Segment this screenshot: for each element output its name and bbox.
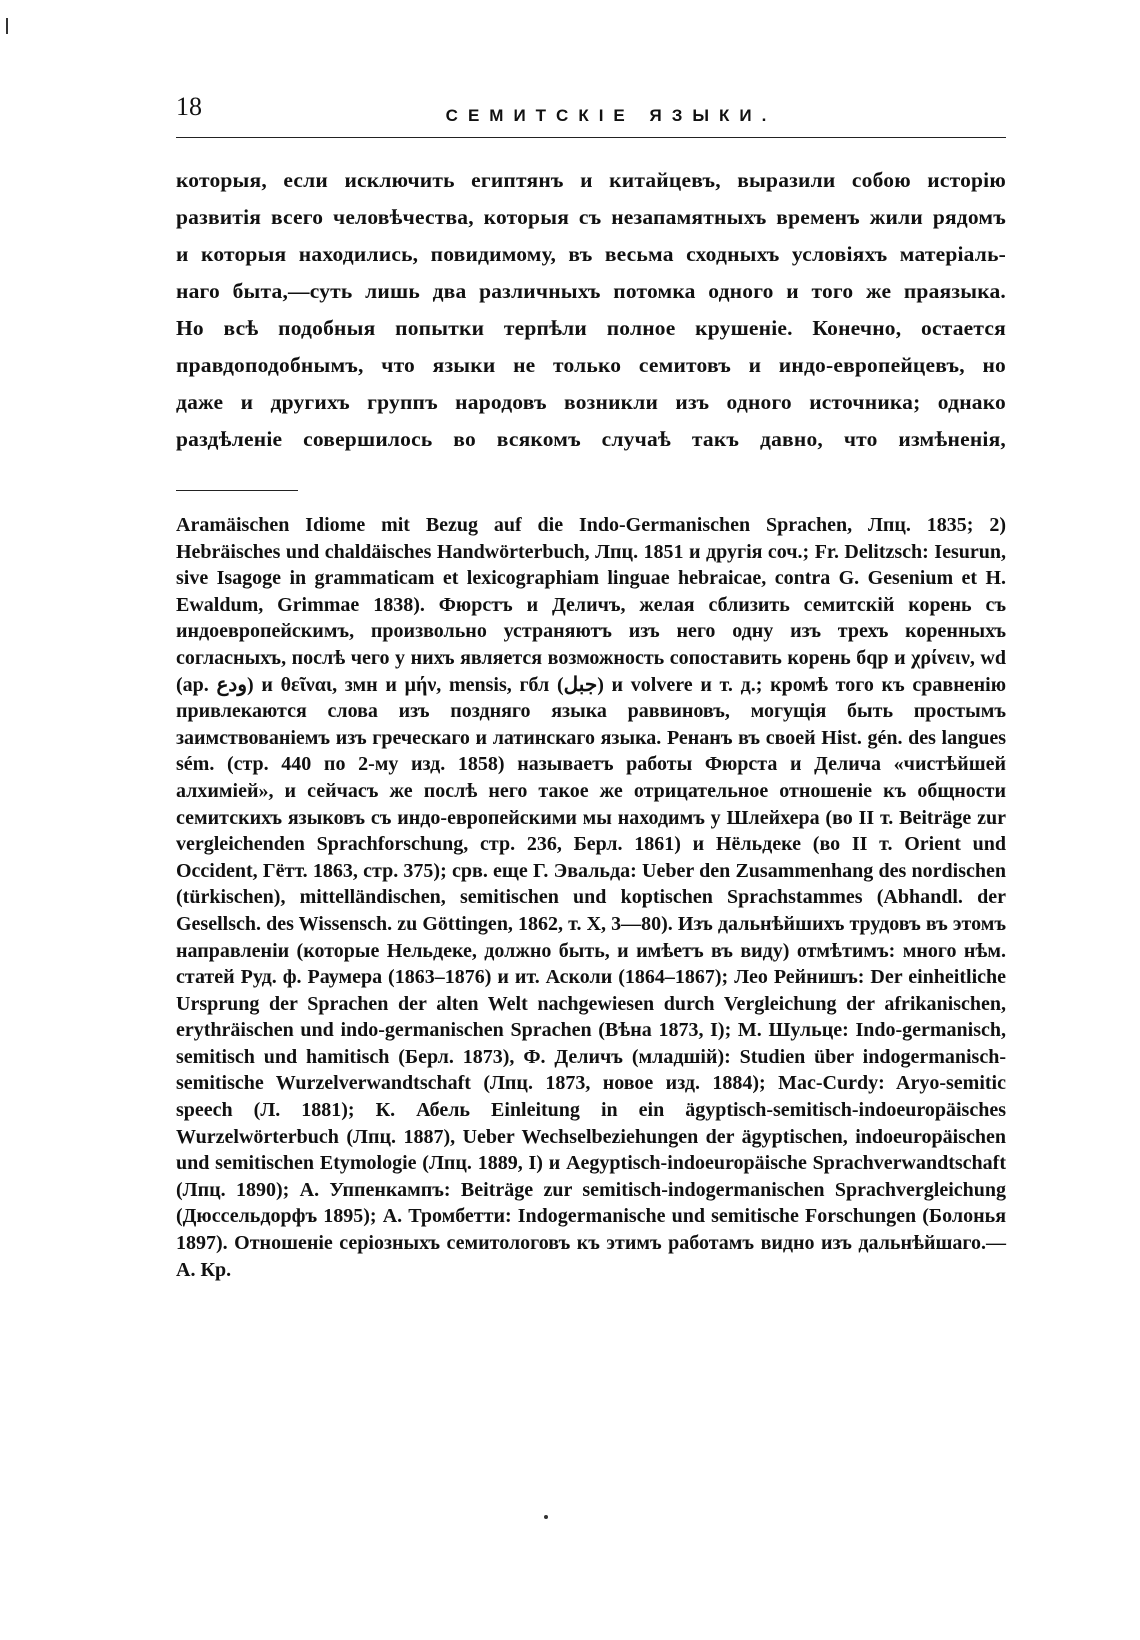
running-title: СЕМИТСКІЕ ЯЗЫКИ. [445, 106, 777, 125]
footnote-sentence: Aramäischen Idiome mit Bezug auf die Indo-Germanischen Sprachen, Лпц. 1835; 2) Hebräisches und chaldäisches Handwörterbuch, Лпц. 1851 и другія соч.; [176, 514, 1006, 563]
footnote-sentence: А. Уппенкампъ: Beiträge zur semitisch-indogermanischen Sprachvergleichung (Дюссельдорфъ 1895); [176, 1178, 1006, 1228]
footnote-sentence: М. Шульце: Indo-germanisch, semitisch und hamitisch (Берл. 1873), [176, 1019, 1007, 1068]
footnote-sentence: К. Абель Einleitung in ein ägyptisch-semitisch-indoeuropäisches Wurzelwörterbuch (Лпц. 1887), Ueber Wechselbeziehungen der ägyptischen, indoeuropäischen und semitischen Etymologie (Лпц. 1889, I) и Aegyptisch-indoeuropäische Sprachverwandtschaft (Лпц. 1890); [176, 1099, 1006, 1201]
footnote-sentence: Ф. Деличъ (младшій): Studien über indogermanisch-semitische Wurzelverwandtschaft (Лпц. 1873, новое изд. 1884); [176, 1045, 1007, 1095]
page-header [176, 90, 1006, 138]
text-line: развитія всего человѣчества, которыя съ незапамятныхъ временъ жили рядомъ [176, 205, 1006, 229]
footnote-sentence: А. Тромбетти: Indogermanische und semitische Forschungen (Болонья 1897). [176, 1205, 1007, 1255]
footnote-sentence: Отношеніе серіозныхъ семитологовъ къ этимъ работамъ видно изъ дальнѣйшаго.—А. Кр. [176, 1232, 1007, 1281]
footnote-sentence: Mac-Curdy: Aryo-semitic speech (Л. 1881); [176, 1072, 1006, 1122]
header-rule [176, 137, 1006, 138]
main-text [176, 162, 1006, 458]
footnote-sentence: Ренанъ въ своей Hist. gén. des langues sém. (стр. 440 по 2-му изд. 1858) называетъ работы Фюрста и Делича «чистѣйшей алхиміей», и сейчасъ же послѣ него такое же отрицательное отношеніе къ общности семитскихъ языковъ съ индо-европейскими мы находимъ у Шлейхера (во II т. Beiträge zur vergleichenden Sprachforschung, стр. 236, Берл. 1861) и Нёльдеке (во II т. Orient und Occident, Гётт. 1863, стр. 375); [176, 726, 1007, 882]
footnote-sentence: Фюрстъ и Деличъ, желая сблизить семитскій корень съ индоевропейскимъ, произвольно устраняютъ изъ него одну изъ трехъ коренныхъ согласныхъ, послѣ чего у нихъ является возможность сопоставить корень бqр и χρίνειν, wd (ар. ودع) и θεῖναι, змн и μήν, mensis, гбл (جبل) и volvere и т. д.; [176, 593, 1007, 696]
footnote-sentence: кромѣ того къ сравненію привлекаются слова изъ поздняго языка раввиновъ, могущія быть простымъ заимствованіемъ изъ греческаго и латинскаго языка. [176, 673, 1006, 749]
footnote-rule [176, 490, 298, 491]
footnote-sentence: срв. еще Г. Эвальда: Ueber den Zusammenhang des nordischen (türkischen), mittelländischen, semitischen und koptischen Sprachstammes (Abhandl. der Gesellsch. des Wissensch. zu Göttingen, 1862, т. X, 3—80). [176, 859, 1006, 935]
footnote-sentence: Fr. Delitzsch: Iesurun, sive Isagoge in grammaticam et lexicographiam linguae hebraicae, contra G. Gesenium et H. Ewaldum, Grimmae 1838). [176, 540, 1006, 616]
footnote [176, 512, 1006, 1283]
page-number: 18 [176, 92, 202, 121]
text-line: которыя, если исключить египтянъ и китайцевъ, выразили собою исторію [176, 168, 1006, 192]
scan-mark [6, 18, 8, 34]
text-line: правдоподобнымъ, что языки не только семитовъ и индо-европейцевъ, но [176, 353, 1006, 377]
text-line: наго быта,—суть лишь два различныхъ потомка одного и того же праязыка. [176, 279, 1006, 303]
text-line: Но всѣ подобныя попытки терпѣли полное крушеніе. Конечно, остается [176, 316, 1006, 340]
footnote-sentence: Изъ дальнѣйшихъ трудовъ въ этомъ направленіи (которые Нельдеке, должно быть, и имѣетъ въ виду) отмѣтимъ: много нѣм. статей Руд. ф. Раумера (1863–1876) и ит. Асколи (1864–1867); [176, 912, 1007, 989]
scan-dot [544, 1515, 548, 1519]
text-line: даже и другихъ группъ народовъ возникли изъ одного источника; однако [176, 390, 1006, 414]
footnote-sentence: Лео Рейнишъ: Der einheitliche Ursprung der Sprachen der alten Welt nachgewiesen durch Vergleichung der afrikanischen, erythräischen und indo-germanischen Sprachen (Вѣна 1873, I); [176, 966, 1006, 1042]
text-line: раздѣленіе совершилось во всякомъ случаѣ такъ давно, что измѣненія, [176, 427, 1006, 451]
text-line: и которыя находились, повидимому, въ весьма сходныхъ условіяхъ матеріаль- [176, 242, 1006, 266]
